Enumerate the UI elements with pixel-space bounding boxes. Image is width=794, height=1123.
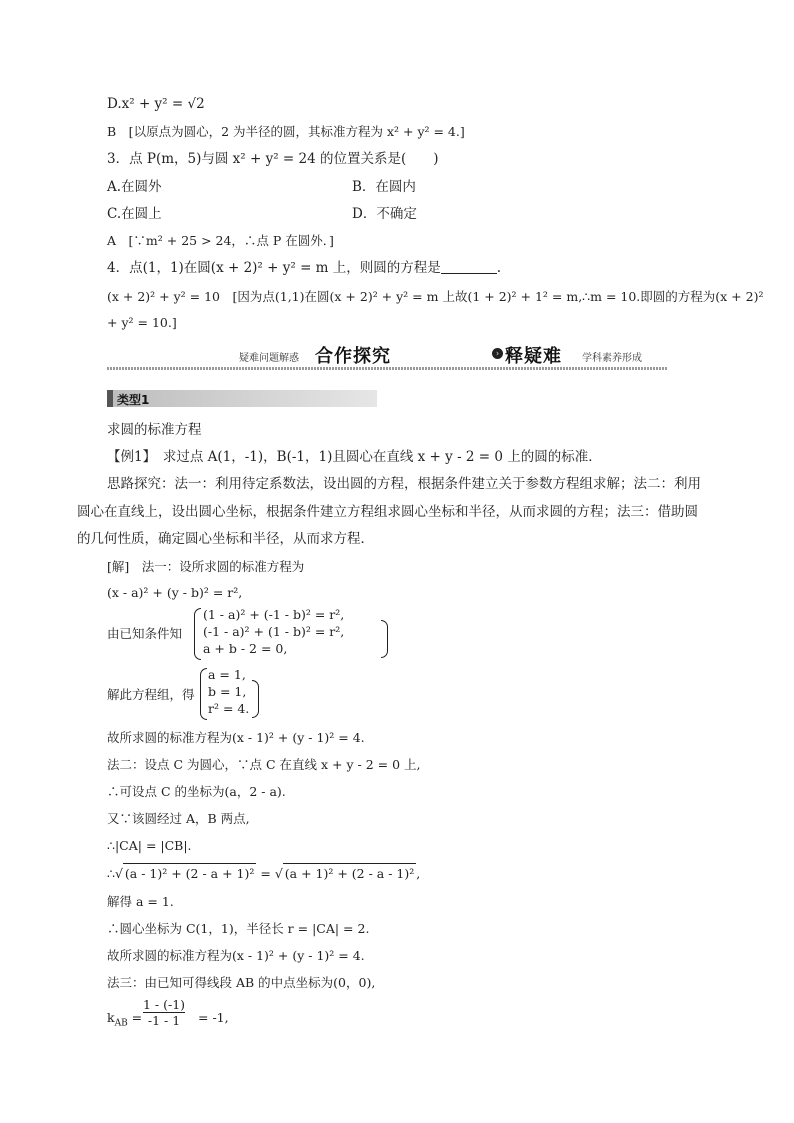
banner-title: 合作探究 (315, 346, 391, 367)
option-c: C.在圆上 (107, 206, 162, 222)
left-brace-2 (200, 668, 207, 720)
banner-title-2: 释疑难 (505, 346, 562, 367)
example-1: 【例1】 求过点 A(1，-1)，B(-1，1)且圆心在直线 x + y - 2 = 0 上的圆的标准． (107, 449, 602, 465)
equation-system-1: (1 - a)² + (-1 - b)² = r², (-1 - a)² + (1 - b)² = r², a + b - 2 = 0, (203, 607, 345, 656)
solution-13: 故所求圆的标准方程为(x - 1)² + (y - 1)² = 4. (107, 948, 365, 963)
solution-8: 又∵该圆经过 A，B 两点, (107, 811, 250, 826)
answer-2: B [以原点为圆心，2 为半径的圆，其标准方程为 x² + y² = 4.] (107, 124, 465, 139)
answer-4-line2: + y² = 10.] (107, 315, 177, 330)
right-brace (381, 620, 388, 658)
arrow-circle-icon: › (492, 348, 503, 359)
option-d2: D．不确定 (352, 206, 417, 222)
solution-7: ∴可设点 C 的坐标为(a，2 - a). (107, 784, 286, 799)
solution-4-prefix: 解此方程组，得 (107, 687, 195, 702)
option-d: D.x² + y² = √2 (107, 96, 205, 112)
solution-1: [解] 法一：设所求圆的标准方程为 (107, 559, 305, 574)
type-tag: 类型1 (107, 390, 377, 407)
section-title: 求圆的标准方程 (107, 422, 202, 438)
solution-9: ∴|CA| = |CB|. (107, 838, 192, 853)
question-4: 4．点(1，1)在圆(x + 2)² + y² = m 上，则圆的方程是 . (107, 260, 502, 276)
solution-12: ∴圆心坐标为 C(1，1)，半径长 r = |CA| = 2. (107, 921, 370, 936)
slope-expression: $k_{AB}$ = (107, 1010, 143, 1029)
right-brace-2 (252, 680, 259, 718)
idea-line-1: 思路探究：法一：利用待定系数法，设出圆的方程，根据条件建立关于参数方程组求解；法二：利用 (107, 476, 701, 492)
option-b: B．在圆内 (352, 179, 416, 195)
equation-system-2: a = 1, b = 1, r² = 4. (208, 667, 250, 716)
solution-14: 法三：由已知可得线段 AB 的中点坐标为(0，0), (107, 975, 376, 990)
banner-right-text: 学科素养形成 (582, 353, 642, 364)
answer-blank (441, 259, 497, 274)
idea-line-3: 的几何性质，确定圆心坐标和半径，从而求方程． (77, 531, 374, 547)
banner-divider (107, 367, 667, 370)
solution-2: (x - a)² + (y - b)² = r², (107, 585, 243, 600)
slope-result: = -1, (198, 1010, 229, 1025)
solution-5: 故所求圆的标准方程为(x - 1)² + (y - 1)² = 4. (107, 730, 365, 745)
solution-11: 解得 a = 1. (107, 894, 174, 909)
solution-6: 法二：设点 C 为圆心，∵点 C 在直线 x + y - 2 = 0 上, (107, 757, 421, 772)
option-a: A.在圆外 (107, 179, 162, 195)
answer-3: A [∵m² + 25 > 24，∴点 P 在圆外．] (107, 233, 334, 248)
section-banner (107, 340, 667, 370)
banner-left-text: 疑难问题解惑 (239, 353, 299, 364)
idea-line-2: 圆心在直线上，设出圆心坐标，根据条件建立方程组求圆心坐标和半径，从而求圆的方程；法三：借助圆 (77, 504, 698, 520)
solution-3-prefix: 由已知条件知 (107, 626, 183, 641)
answer-4-line1: (x + 2)² + y² = 10 [因为点(1,1)在圆(x + 2)² + y² = m 上故(1 + 2)² + 1² = m,∴m = 10.即圆的方程为(x + 2)² (107, 289, 764, 304)
solution-10: ∴√ (a - 1)² + (2 - a + 1)² = √ (a + 1)² + (2 - a - 1)² , (107, 863, 420, 884)
tag-marker (107, 390, 113, 407)
left-brace (194, 608, 201, 660)
question-3: 3．点 P(m，5)与圆 x² + y² = 24 的位置关系是( ) (107, 151, 439, 167)
slope-fraction: $\frac{1 - (-1)}{-1 - 1}$ (143, 997, 186, 1028)
